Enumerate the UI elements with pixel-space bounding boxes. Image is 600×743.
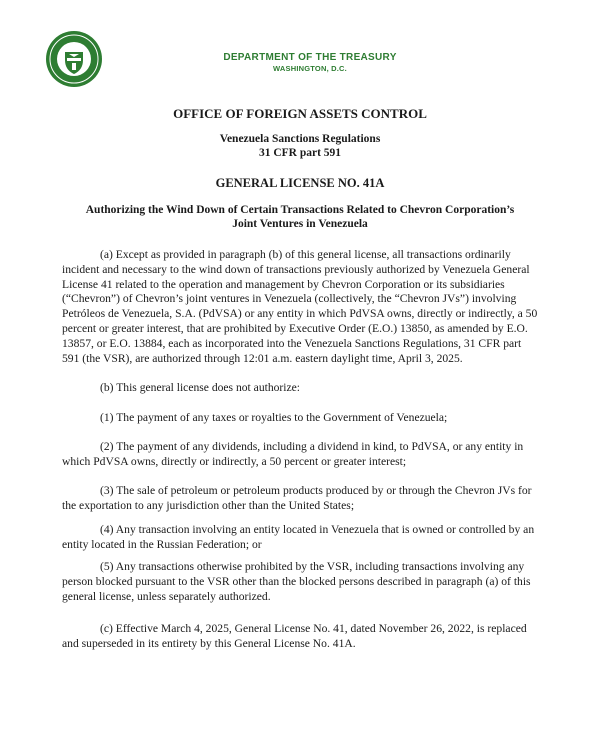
paragraph-b [62,381,538,396]
paragraph-a [62,248,538,366]
regulation-heading [0,132,600,160]
paragraph-b-text: (b) This general license does not authorize: [100,381,301,394]
authorizing-heading [0,203,600,231]
paragraph-c-text: (c) Effective March 4, 2025, General License No. 41, dated November 26, 2022, is replaced and superseded in its entirety by this General License No. 41A. [62,622,527,650]
paragraph-b5-text: (5) Any transactions otherwise prohibited by the VSR, including transactions involving any person blocked pursuant to the VSR other than the blocked persons described in paragraph (a) of this general license, unless separately authorized. [62,560,531,603]
department-location: WASHINGTON, D.C. [273,64,347,73]
paragraph-b1-text: (1) The payment of any taxes or royalties to the Government of Venezuela; [100,411,448,424]
authorizing-line-1: Authorizing the Wind Down of Certain Transactions Related to Chevron Corporation’s [85,204,515,216]
treasury-seal-icon [45,30,103,88]
paragraph-a-text: (a) Except as provided in paragraph (b) of this general license, all transactions ordinarily incident and necessary to the wind down of transactions previously authorized by Venezuela General License 41 related to the operation and management by Chevron Corporation or its subsidiaries (“Chevron”) of Chevron’s joint ventures in Venezuela (collectively, the “Chevron JVs”) involving Petróleos de Venezuela, S.A. (PdVSA) or any entity in which PdVSA owns, directly or indirectly, a 50 percent or greater interest, that are prohibited by Executive Order (E.O.) 13850, as amended by E.O. 13857, or E.O. 13884, each as incorporated into the Venezuela Sanctions Regulations, 31 CFR part 591 (the VSR), are authorized through 12:01 a.m. eastern daylight time, April 3, 2025. [62,248,538,365]
paragraph-b3-text: (3) The sale of petroleum or petroleum products produced by or through the Chevron JVs for the exportation to any jurisdiction other than the United States; [62,484,532,512]
regulation-cfr: 31 CFR part 591 [258,147,342,159]
license-title: GENERAL LICENSE NO. 41A [215,176,385,190]
paragraph-b1 [62,411,538,426]
paragraph-b2 [62,440,538,470]
paragraph-b4-text: (4) Any transaction involving an entity located in Venezuela that is owned or controlled by an entity located in the Russian Federation; or [62,523,535,551]
paragraph-c [62,622,538,652]
office-heading: OFFICE OF FOREIGN ASSETS CONTROL [173,106,427,121]
paragraph-b5 [62,560,538,604]
paragraph-b4 [62,523,538,553]
regulation-name: Venezuela Sanctions Regulations [219,133,381,145]
authorizing-line-2: Joint Ventures in Venezuela [232,218,368,230]
department-name: DEPARTMENT OF THE TREASURY [223,52,397,63]
paragraph-b3 [62,484,538,514]
paragraph-b2-text: (2) The payment of any dividends, including a dividend in kind, to PdVSA, or any entity in which PdVSA owns, directly or indirectly, a 50 percent or greater interest; [62,440,524,468]
letterhead [180,52,440,73]
